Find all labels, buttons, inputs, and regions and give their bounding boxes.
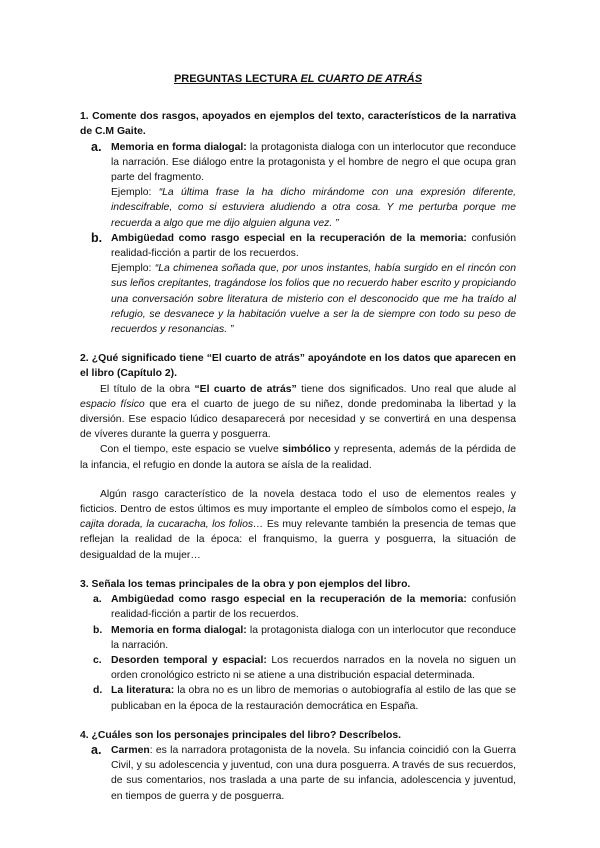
list-item: a. Memoria en forma dialogal: la protagonista dialoga con un interlocutor que reconduce la narración. Ese diálogo entre la protagonista y el hombre de negro el que ocupa gran parte del fragmento. Ejemplo: “La última frase la ha dicho mirándome con una expresión diferente, indescifrable, como si estuviera aludiendo a otra cosa. Y me perturba porque me recuerda a algo que me dijo alguien alguna vez. ” [80,140,516,231]
page-title: PREGUNTAS LECTURA EL CUARTO DE ATRÁS [173,73,423,85]
list-item: b. Memoria en forma dialogal: la protagonista dialoga con un interlocutor que reconduce la narración. [93,624,517,651]
list-item: d. La literatura: la obra no es un libro de memorias o autobiografía al estilo de las que se publicaban en la época de la restauración democrática en España. [93,685,516,712]
paragraph: Con el tiempo, este espacio se vuelve simbólico y representa, además de la pérdida de la infancia, el refugio en donde la autora se aísla de la realidad. [80,444,516,471]
paragraph: Algún rasgo característico de la novela destaca todo el uso de elementos reales y ficticios. Dentro de estos últimos es muy importante el empleo de símbolos como el espejo, la cajita dorada, la cucaracha, los folios… Es muy relevante también la presencia de temas que reflejan la realidad de la época: el franquismo, la guerra y posguerra, la situación de desigualdad de la mujer… [80,488,516,561]
list-item: b. Ambigüedad como rasgo especial en la recuperación de la memoria: confusión realidad-ficción a partir de los recuerdos. Ejemplo: “La chimenea soñada que, por unos instantes, había surgido en el rincón con sus leños crepitantes, tragándose los folios que no recuerdo haber escrito y propiciando una conversación sobre literatura de misterio con el desconocido que me ha traído al refugio, se desvanece y la habitación vuelve a ser la de siempre con todo su peso de recuerdos y resonancias. ” [80,231,516,337]
example: Ejemplo: “La última frase la ha dicho mirándome con una expresión diferente, indescifrable, como si estuviera aludiendo a otra cosa. Y me perturba porque me recuerda a algo que me dijo alguien alguna vez. ” [111,187,516,229]
question-3-list [80,592,516,714]
question-4-list [80,743,516,804]
list-item: a. Carmen: es la narradora protagonista de la novela. Su infancia coincidió con la Guerra Civil, y su adolescencia y juventud, con una dura posguerra. A través de sus recuerdos, de sus comentarios, nos traslada a una parte de su infancia, adolescencia y juventud, en tiempos de guerra y de posguerra. [91,742,516,802]
list-item: a. Ambigüedad como rasgo especial en la recuperación de la memoria: confusión realidad-ficción a partir de los recuerdos. [93,594,516,621]
question-1 [80,109,516,337]
question-3 [80,577,516,714]
paragraph: El título de la obra “El cuarto de atrás” tiene dos significados. Uno real que alude al espacio físico que era el cuarto de juego de su niñez, donde predominaba la libertad y la diversión. Ese espacio lúdico desaparecerá por necesidad y se convertirá en una despensa de víveres durante la guerra y posguerra. [80,383,517,441]
question-4 [80,728,516,804]
example: Ejemplo: “La chimenea soñada que, por unos instantes, había surgido en el rincón con sus leños crepitantes, tragándose los folios que no recuerdo haber escrito y propiciando una conversación sobre literatura de misterio con el desconocido que me ha traído al refugio, se desvanece y la habitación vuelve a ser la de siempre con todo su peso de recuerdos y resonancias. ” [111,263,516,336]
question-1-list [80,140,516,338]
question-4-heading: 4. ¿Cuáles son los personajes principales del libro? Descríbelos. [80,729,402,741]
question-2-heading: 2. ¿Qué significado tiene “El cuarto de atrás” apoyándote en los datos que aparecen en el libro (Capítulo 2). [80,353,516,380]
question-2 [80,351,516,563]
question-3-heading: 3. Señala los temas principales de la obra y pon ejemplos del libro. [80,578,411,590]
question-1-heading: 1. Comente dos rasgos, apoyados en ejemplos del texto, característicos de la narrativa de C.M Gaite. [80,111,516,138]
list-item: c. Desorden temporal y espacial: Los recuerdos narrados en la novela no siguen un orden cronológico estricto ni se atiene a una distribución espacial determinada. [93,654,516,682]
